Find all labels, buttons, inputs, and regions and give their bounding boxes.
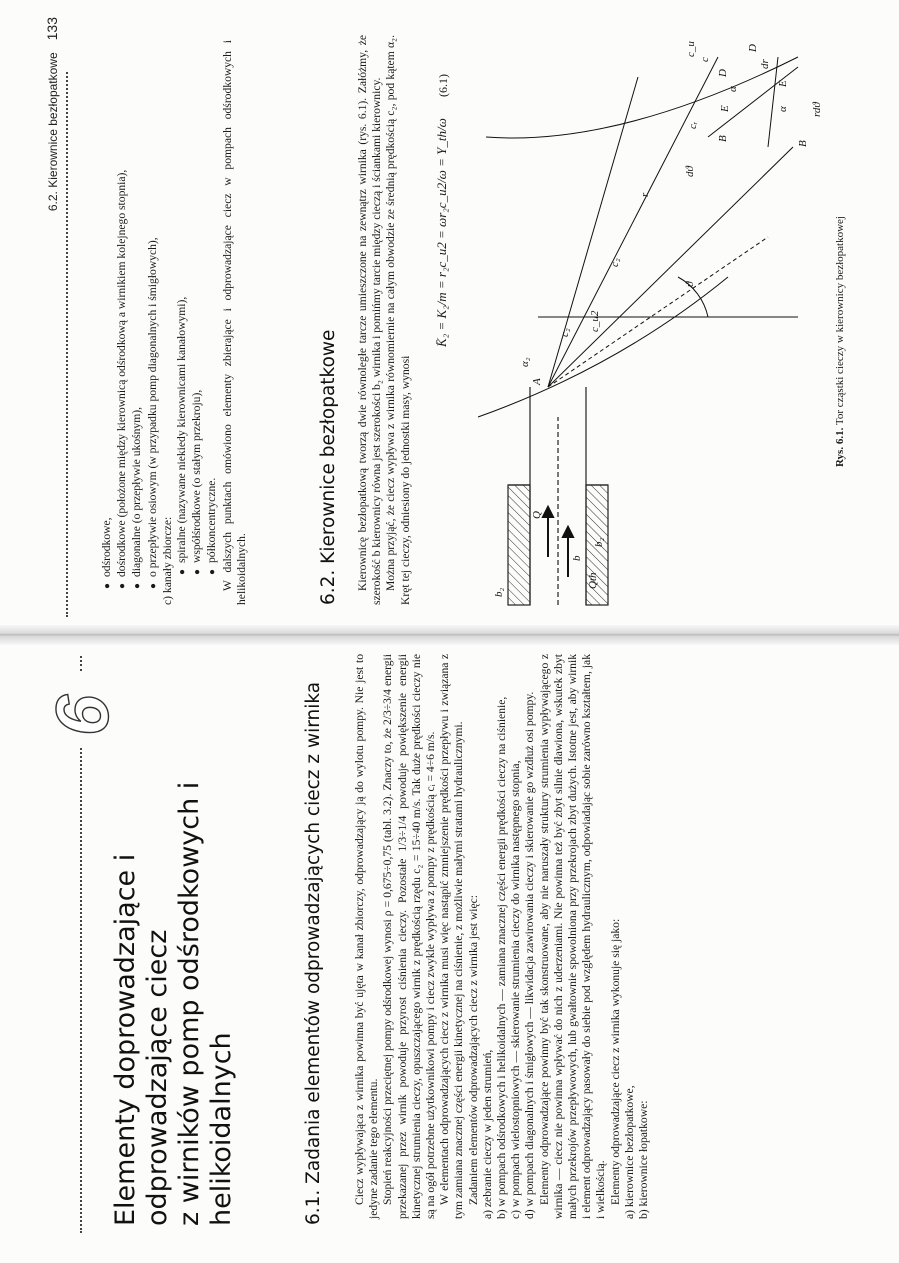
list-item: b) w pompach odśrodkowych i helikoidalnych — zamiana znacznej części energii prędkości cieczy na ciśnienie, [495, 696, 509, 1219]
label-D-detail: D [747, 44, 759, 52]
chapter-title-line-1: Elementy doprowadzające i odprowadzające ciecz [110, 853, 173, 1226]
page-number: 133 [44, 17, 60, 41]
list-item: ●współśrodkowe (o stałym przekroju), [190, 40, 205, 605]
label-A: A [531, 378, 543, 385]
paragraph: Elementy odprowadzające ciecz z wirnika wykonuje się jako: [608, 918, 622, 1205]
paragraph: Można przyjąć, że ciecz wypływa z wirnika równomiernie na całym obwodzie ze średnią prędkością c₂, pod kątem α₂. Kręt tej cieczy, odniesiony do jednostki masy, wynosi [384, 35, 412, 605]
running-head-title: 6.2. Kierownice bezłopatkowe [46, 52, 60, 212]
bullet-icon: ● [192, 568, 204, 575]
section-heading-6-1: 6.1. Zadania elementów odprowadzających ciecz z wirnika [303, 681, 324, 1225]
label-b2-top: b₂ [493, 587, 505, 597]
label-b2: b₂ [593, 537, 605, 547]
equation-6-1: K̄₂ = K₂/m = r₂c_u2 = ωr₂c_u2/ω = Y_th/ω [434, 118, 449, 347]
label-E: E [719, 105, 731, 112]
label-cu2: c_u2 [589, 310, 601, 332]
paragraph: W dalszych punktach omówiono elementy zbierające i odprowadzające ciecz w pompach odśrodkowych i helikoidalnych. [220, 40, 248, 605]
label-B-detail: B [797, 140, 809, 147]
list-item: ●diagonalne (o przepływie ukośnym), [130, 40, 145, 605]
paragraph: Ciecz wypływająca z wirnika powinna być ujęta w kanał zbiorczy, odprowadzający ją do wylotu pompy. Nie jest to jedyne zadanie tego elementu. [353, 654, 381, 1219]
list-item: ●odśrodkowe, [100, 40, 115, 605]
list-item: d) w pompach diagonalnych i śmigłowych — likwidacja zawirowania cieczy i skierowanie go wzdłuż osi pompy. [523, 691, 537, 1219]
list-item: a) kierownice bezłopatkowe, [622, 1085, 636, 1219]
left-body-text [353, 654, 651, 1219]
bullet-icon: ● [117, 582, 129, 589]
header-dot-rule [66, 72, 68, 617]
label-E-detail: E [777, 80, 789, 87]
paragraph: W elementach odprowadzających ciecz z wirnika musi więc nastąpić zmniejszenie prędkości przepływu i związana z tym zamiana znacznej części energii kinetycznej na ciśnienie, z możliwie małymi stratami hydraulicznymi. [438, 654, 466, 1219]
bullet-icon: ● [132, 582, 144, 589]
list-item: c) kanały zbiorcze: [160, 516, 174, 605]
figure-caption-text: Tor cząstki cieczy w kierownicy bezłopatkowej [834, 216, 846, 426]
label-dr: dr [759, 59, 771, 69]
label-cr: cᵣ [687, 121, 699, 129]
bullet-icon: ● [207, 568, 219, 575]
paragraph: Zadaniem elementów odprowadzających ciecz z wirnika jest więc: [466, 895, 480, 1205]
paragraph: Elementy odprowadzające powinny być tak skonstruowane, aby nie naruszały struktury strumienia wypływającego z wirnika — ciecz nie powinna wpływać do nich z uderzeniami. Nie powinna też być zbyt silnie dławiona, wskutek zbyt małych przekrojów przepływowych, lub gwałtownie spowolniona przy przekrojach zbyt dużych. Istotne jest, aby wirnik i element odprowadzający pasowały do siebie pod względem hydraulicznym, odpowiadając sobie zarówno kształtem, jak i wielkością. [537, 654, 608, 1219]
list-item: ●półkoncentryczne. [205, 40, 220, 605]
section-heading-6-2: 6.2. Kierownice bezłopatkowe [318, 329, 339, 605]
left-page [0, 651, 899, 1241]
list-item: ●dośrodkowe (położone między kierownicą odśrodkową a wirnikiem kolejnego stopnia), [115, 40, 130, 605]
bullet-icon: ● [177, 568, 189, 575]
chapter-title-line-2: z wirników pomp odśrodkowych i helikoidalnych [174, 781, 237, 1226]
label-c: c [699, 57, 711, 62]
right-list [100, 40, 249, 605]
label-cu: c_u [685, 41, 697, 57]
label-c2: c₂ [559, 328, 571, 337]
label-B: B [717, 135, 729, 142]
label-rdtheta: rdϑ [811, 102, 823, 117]
label-D: D [717, 69, 729, 77]
label-r: r [639, 192, 651, 197]
list-item: a) zebranie cieczy w jeden strumień, [480, 1049, 494, 1219]
label-c2-radius: c₂ [609, 258, 621, 267]
chapter-dot-rule-right [80, 656, 82, 671]
figure-caption-label: Rys. 6.1. [834, 427, 846, 467]
label-theta: ϑ [684, 281, 696, 287]
right-page [0, 17, 899, 617]
chapter-title [110, 636, 238, 1226]
right-body-text [356, 35, 413, 605]
label-b: b [571, 555, 583, 561]
running-head [44, 17, 60, 211]
list-item: ●spiralne (nazywane niekiedy kierownicami kanałowymi), [175, 40, 190, 605]
label-alpha: α [727, 86, 739, 92]
bullet-icon: ● [102, 582, 113, 589]
paragraph: Stopień reakcyjności przeciętnej pompy odśrodkowej wynosi ρ = 0,675÷0,75 (tabl. 3.2). Znaczy to, że 2/3÷3/4 energii przekazanej przez wirnik powoduje przyrost ciśnienia cieczy. Pozostałe 1/3÷1/4 powoduje powiększenie energii kinetycznej strumienia cieczy, opuszczającego wirnik z prędkością rzędu c₂ = 15÷40 m/s. Tak duże prędkości cieczy nie są na ogół potrzebne użytkownikowi pompy i ciecz zwykle wypływa z pompy z prędkością cᵢ = 4÷6 m/s. [381, 654, 438, 1219]
chapter-number: 6 [41, 694, 124, 736]
label-alpha2: α₂ [519, 357, 531, 367]
label-alpha-detail: α [777, 106, 789, 112]
paragraph: Kierownicę bezłopatkową tworzą dwie równoległe tarcze umieszczone na zewnątrz wirnika (rys. 6.1). Załóżmy, że szerokość b kierownicy równa jest szerokości b₂ wirnika i pomińmy tarcie między cieczą i ściankami kierownicy. [356, 35, 384, 605]
figure-6-1 [468, 17, 833, 617]
chapter-dot-rule [80, 748, 82, 1233]
list-item: c) w pompach wielostopniowych — skierowanie strumienia cieczy do wirnika następnego stopnia, [509, 760, 523, 1219]
label-dtheta: dϑ [684, 166, 696, 177]
bullet-icon: ● [147, 582, 159, 589]
label-Q: Q [531, 511, 543, 519]
label-Qth: Qth [587, 572, 599, 589]
flow-arrows [543, 507, 573, 577]
list-item: b) kierownice łopatkowe: [637, 1100, 651, 1219]
list-item: ●o przepływie osiowym (w przypadku pomp diagonalnych i śmigłowych), [146, 40, 161, 605]
figure-caption [834, 216, 846, 467]
equation-number: (6.1) [436, 74, 450, 97]
